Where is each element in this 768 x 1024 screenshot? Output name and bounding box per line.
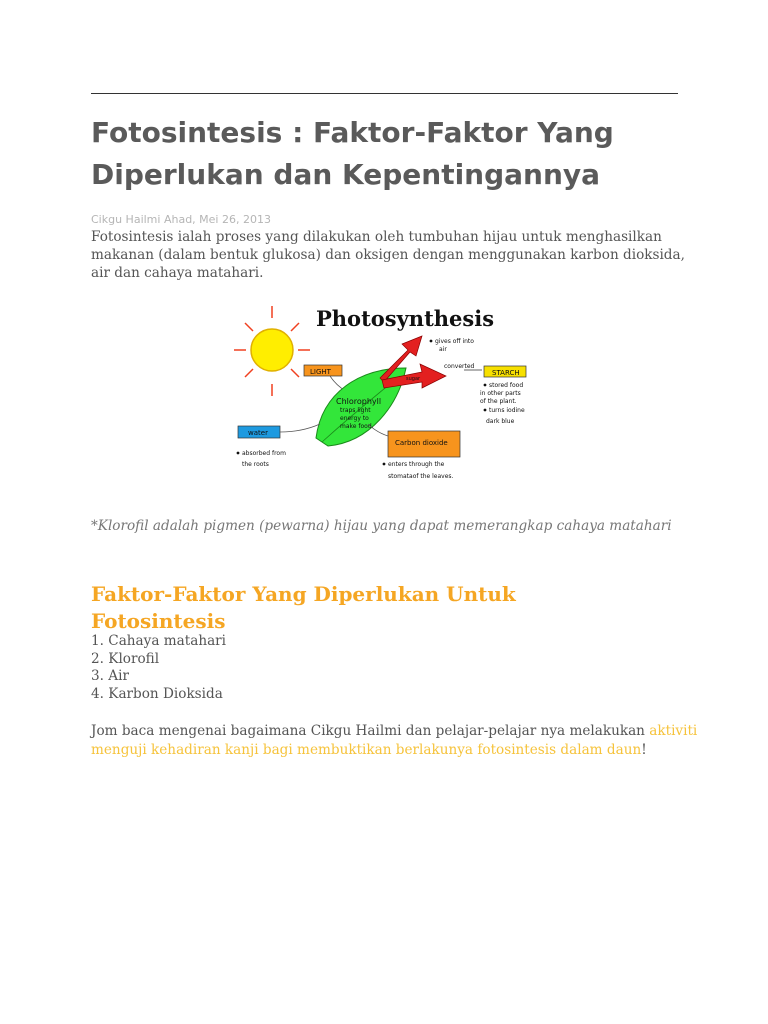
starch-note-1: stored food <box>489 382 524 389</box>
section-heading: Faktor-Faktor Yang Diperlukan Untuk Fotosintesis <box>91 582 516 633</box>
factors-list <box>91 633 226 703</box>
oxygen-note-2: air <box>439 346 447 353</box>
closing-suffix: ! <box>641 742 647 758</box>
chlorophyll-note-3: make food. <box>340 423 374 430</box>
light-label: LIGHT <box>310 368 331 376</box>
list-item: 3. Air <box>91 668 129 684</box>
sun-icon <box>251 329 293 371</box>
list-item: 4. Karbon Dioksida <box>91 685 223 702</box>
figure-caption: *Klorofil adalah pigmen (pewarna) hijau yang dapat memerangkap cahaya matahari <box>91 518 672 534</box>
page-title: Fotosintesis : Faktor-Faktor Yang Diperlukan dan Kepentingannya <box>91 116 614 191</box>
starch-note-3: of the plant. <box>480 398 517 405</box>
chlorophyll-note-1: traps light <box>340 407 371 414</box>
diagram-title: Photosynthesis <box>316 306 495 331</box>
post-meta[interactable]: Cikgu Hailmi Ahad, Mei 26, 2013 <box>91 213 271 226</box>
starch-note-4: turns iodine <box>489 407 525 414</box>
starch-note-5: dark blue <box>486 418 515 425</box>
co2-note-2: stomataof the leaves. <box>388 473 454 480</box>
chlorophyll-note-2: energy to <box>340 415 369 422</box>
sugar-label: sugar <box>406 376 421 382</box>
water-note-2: the roots <box>242 461 269 468</box>
chlorophyll-label: Chlorophyll <box>336 397 382 406</box>
converted-label: converted <box>444 363 475 370</box>
co2-note-1: enters through the <box>388 461 445 468</box>
closing-text: Jom baca mengenai bagaimana Cikgu Hailmi dan pelajar-pelajar nya melakukan <box>91 723 650 739</box>
water-note-1: absorbed from <box>242 450 286 457</box>
starch-note-2: in other parts <box>480 390 521 397</box>
list-item: 1. Cahaya matahari <box>91 633 227 649</box>
photosynthesis-diagram <box>230 296 530 488</box>
closing-paragraph <box>91 722 711 760</box>
co2-label: Carbon dioxide <box>395 439 448 447</box>
list-item: 2. Klorofil <box>91 650 160 667</box>
oxygen-note-1: gives off into <box>435 338 474 345</box>
starch-label: STARCH <box>492 369 520 377</box>
top-divider <box>91 93 678 94</box>
intro-paragraph: Fotosintesis ialah proses yang dilakukan oleh tumbuhan hijau untuk menghasilkan makanan (dalam bentuk glukosa) dan oksigen dengan menggunakan karbon dioksida, air dan cahaya matahari. <box>91 229 685 281</box>
water-label: water <box>248 429 268 437</box>
activity-link[interactable]: aktiviti menguji kehadiran kanji bagi membuktikan berlakunya fotosintesis dalam daun <box>91 723 698 758</box>
